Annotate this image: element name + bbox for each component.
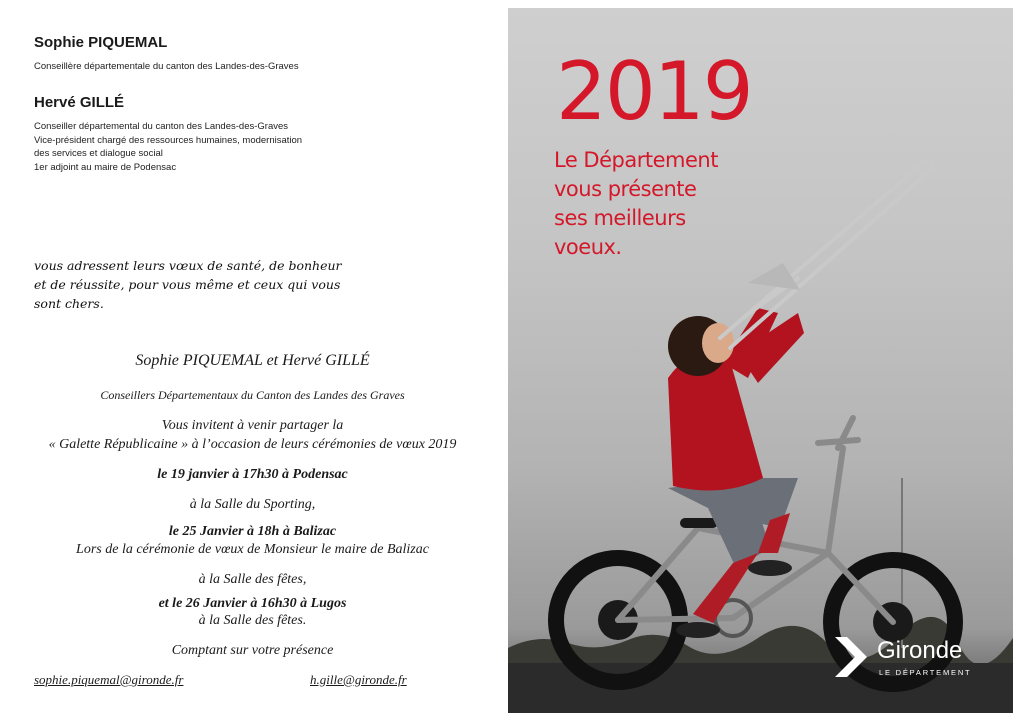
person2-roles [34, 120, 302, 174]
signers: Sophie PIQUEMAL et Hervé GILLÉ [135, 352, 370, 369]
wishes-handwritten [34, 256, 394, 313]
event2-place: à la Salle des fêtes, [198, 572, 307, 587]
logo-subtitle: LE DÉPARTEMENT [879, 668, 972, 677]
person1-name: Sophie PIQUEMAL [34, 34, 168, 51]
slogan-line: Le Département [554, 148, 718, 172]
event2-note: Lors de la cérémonie de vœux de Monsieur le maire de Balizac [76, 542, 429, 557]
event1-place: à la Salle du Sporting, [189, 497, 316, 512]
event3-date: et le 26 Janvier à 16h30 à Lugos [158, 596, 347, 611]
greeting-card-image [508, 8, 1013, 713]
logo-name: Gironde [877, 637, 963, 664]
email-link-piquemal[interactable]: sophie.piquemal@gironde.fr [34, 672, 184, 687]
person2-role-line: 1er adjoint au maire de Podensac [34, 161, 177, 173]
person1-role: Conseillère départementale du canton des Landes-des-Graves [34, 61, 299, 72]
greeting-slogan [554, 146, 784, 262]
closing-line: Comptant sur votre présence [171, 643, 334, 658]
event3-place: à la Salle des fêtes. [198, 613, 307, 628]
person2-role-line: des services et dialogue social [34, 148, 163, 159]
event1-date: le 19 janvier à 17h30 à Podensac [157, 467, 348, 482]
year-heading: 2019 [556, 45, 752, 138]
wishes-line: et de réussite, pour vous même et ceux qui vous [34, 277, 341, 292]
person2-role-line: Conseiller départemental du canton des Landes-des-Graves [34, 121, 289, 132]
person2-role-line: Vice-président chargé des ressources humaines, modernisation [34, 134, 303, 146]
slogan-line: vous présente [554, 177, 697, 201]
invite-line: Vous invitent à venir partager la [161, 418, 344, 433]
galette-line: « Galette Républicaine » à l’occasion de leurs cérémonies de vœux 2019 [48, 437, 457, 452]
email-link-gille[interactable]: h.gille@gironde.fr [310, 672, 407, 687]
slogan-line: voeux. [554, 235, 622, 259]
person2-name: Hervé GILLÉ [34, 94, 125, 111]
event2-date: le 25 Janvier à 18h à Balizac [168, 524, 337, 539]
gironde-chevron-icon [833, 635, 873, 679]
gironde-logo [833, 635, 1003, 687]
wishes-line: vous adressent leurs vœux de santé, de bonheur [34, 258, 342, 273]
invitation-text-panel [0, 0, 505, 723]
signers-title: Conseillers Départementaux du Canton des Landes des Graves [100, 388, 405, 402]
wishes-line: sont chers. [34, 296, 104, 311]
slogan-line: ses meilleurs [554, 206, 686, 230]
